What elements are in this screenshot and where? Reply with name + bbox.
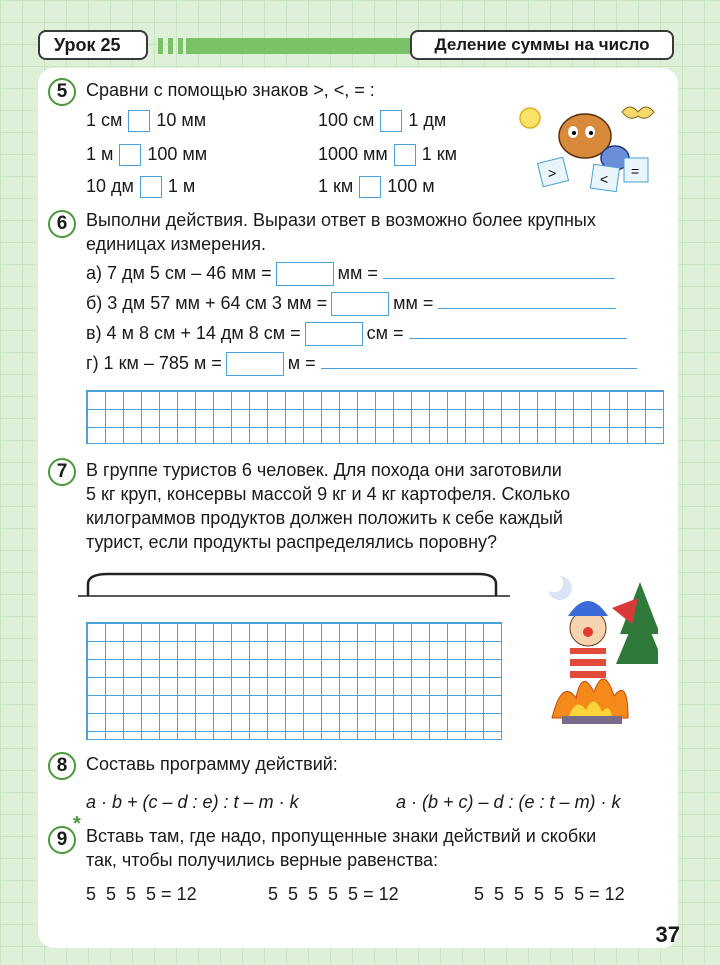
- task-7-number: 7: [48, 458, 76, 486]
- task-6-item-d: г) 1 км – 785 м = м =: [86, 352, 637, 376]
- answer-line[interactable]: [438, 308, 616, 309]
- task-5-number: 5: [48, 78, 76, 106]
- svg-text:<: <: [600, 171, 609, 187]
- task-5-row-2-right: 1000 мм 1 км: [318, 144, 457, 166]
- task-9-equation-3[interactable]: 5 5 5 5 5 5 = 12: [474, 884, 625, 904]
- task-5-row-3-right: 1 км 100 м: [318, 176, 435, 198]
- compare-box[interactable]: [140, 176, 162, 198]
- task-9-number: 9: [48, 826, 76, 854]
- task-5-row-1-left: 1 см 10 мм: [86, 110, 206, 132]
- task-9-equation-1[interactable]: 5 5 5 5 = 12: [86, 884, 197, 904]
- task-8-expression-2: a · (b + c) – d : (e : t – m) · k: [396, 792, 621, 812]
- task-6-item-b: б) 3 дм 57 мм + 64 см 3 мм = мм =: [86, 292, 616, 316]
- compare-box[interactable]: [394, 144, 416, 166]
- page-number: 37: [655, 922, 680, 947]
- task-7-line-1: В группе туристов 6 человек. Для похода они заготовили: [86, 460, 562, 480]
- diagram-bracket: [78, 566, 518, 602]
- answer-box[interactable]: [305, 322, 363, 346]
- task-9-line-1: Вставь там, где надо, пропущенные знаки действий и скобки: [86, 826, 597, 846]
- task-7-work-grid[interactable]: [86, 622, 502, 740]
- task-6-work-grid[interactable]: [86, 390, 664, 444]
- answer-box[interactable]: [331, 292, 389, 316]
- lesson-label: Урок 25: [38, 30, 148, 60]
- task-5-row-2-left: 1 м 100 мм: [86, 144, 207, 166]
- compare-box[interactable]: [359, 176, 381, 198]
- svg-text:=: =: [631, 163, 640, 179]
- task-7-line-3: килограммов продуктов должен положить к себе каждый: [86, 508, 563, 528]
- compare-box[interactable]: [128, 110, 150, 132]
- page-header: [0, 30, 720, 62]
- answer-line[interactable]: [383, 278, 615, 279]
- star-icon: *: [73, 813, 81, 835]
- task-9-equation-2[interactable]: 5 5 5 5 5 = 12: [268, 884, 399, 904]
- task-6-line-1: Выполни действия. Вырази ответ в возможно более крупных: [86, 210, 596, 230]
- answer-line[interactable]: [321, 368, 637, 369]
- compare-box[interactable]: [119, 144, 141, 166]
- compare-box[interactable]: [380, 110, 402, 132]
- task-6-number: 6: [48, 210, 76, 238]
- answer-line[interactable]: [409, 338, 627, 339]
- task-7-line-4: турист, если продукты распределялись поровну?: [86, 532, 498, 552]
- dog-and-bird-illustration: [510, 96, 660, 196]
- task-9-line-2: так, чтобы получились верные равенства:: [86, 850, 439, 870]
- task-8-number: 8: [48, 752, 76, 780]
- task-6-item-c: в) 4 м 8 см + 14 дм 8 см = см =: [86, 322, 627, 346]
- task-5-row-1-right: 100 см 1 дм: [318, 110, 446, 132]
- task-5-title: Сравни с помощью знаков >, <, = :: [86, 80, 375, 100]
- task-8-expression-1: a · b + (c – d : e) : t – m · k: [86, 792, 299, 812]
- svg-text:>: >: [548, 165, 557, 181]
- clown-and-campfire-illustration: [528, 568, 658, 728]
- answer-box[interactable]: [276, 262, 334, 286]
- topic-title: Деление суммы на число: [410, 30, 674, 60]
- task-7-line-2: 5 кг круп, консервы массой 9 кг и 4 кг картофеля. Сколько: [86, 484, 571, 504]
- answer-box[interactable]: [226, 352, 284, 376]
- task-8-title: Составь программу действий:: [86, 754, 338, 774]
- header-band: [186, 38, 426, 54]
- task-6-line-2: единицах измерения.: [86, 234, 266, 254]
- task-6-item-a: а) 7 дм 5 см – 46 мм = мм =: [86, 262, 615, 286]
- task-5-row-3-left: 10 дм 1 м: [86, 176, 195, 198]
